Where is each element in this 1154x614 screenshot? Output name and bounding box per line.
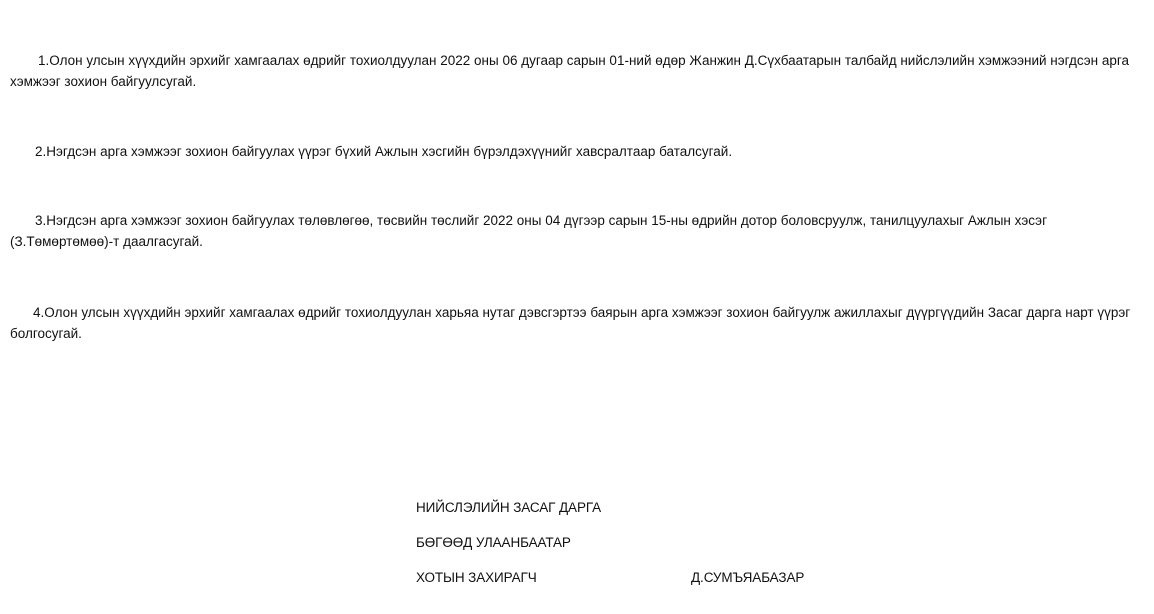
signature-title-line-3: ХОТЫН ЗАХИРАГЧ [416, 570, 537, 585]
paragraph-4: 4.Олон улсын хүүхдийн эрхийг хамгаалах өдрийг тохиолдуулан харьяа нутаг дэвсгэртээ баярын арга хэмжээг зохион байгуулж ажиллахыг дүүргүүдийн Засаг дарга нарт үүрэг болгосугай. [10, 305, 1131, 341]
paragraph-1: 1.Олон улсын хүүхдийн эрхийг хамгаалах өдрийг тохиолдуулан 2022 оны 06 дугаар сарын 01-ний өдөр Жанжин Д.Сүхбаатарын талбайд нийслэлийн хэмжээний нэгдсэн арга хэмжээг зохион байгуулсугай. [10, 53, 1129, 89]
signature-title-line-2: БӨГӨӨД УЛААНБААТАР [416, 535, 571, 550]
paragraph-3: 3.Нэгдсэн арга хэмжээг зохион байгуулах төлөвлөгөө, төсвийн төслийг 2022 оны 04 дүгээр сарын 15-ны өдрийн дотор боловсруулж, танилцуулахыг Ажлын хэсэг (З.Төмөртөмөө)-т даалгасугай. [10, 213, 1047, 249]
paragraph-2: 2.Нэгдсэн арга хэмжээг зохион байгуулах үүрэг бүхий Ажлын хэсгийн бүрэлдэхүүнийг хавсралтаар баталсугай. [35, 144, 733, 159]
signatory-name: Д.СУМЪЯАБАЗАР [691, 570, 805, 585]
signature-title-line-1: НИЙСЛЭЛИЙН ЗАСАГ ДАРГА [416, 500, 602, 515]
